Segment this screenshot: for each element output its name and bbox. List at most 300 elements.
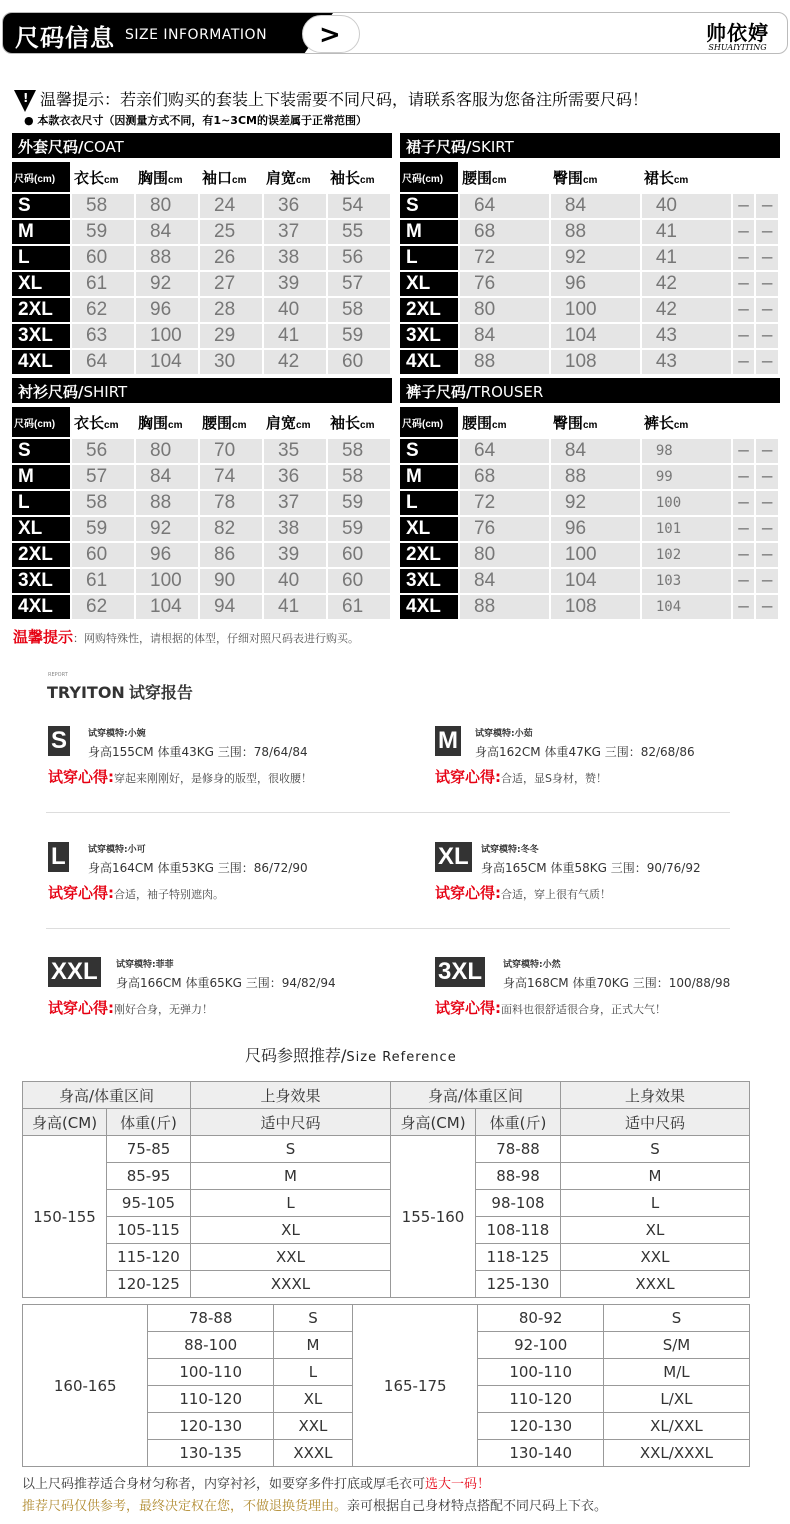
size-row: [400, 517, 780, 541]
size-value: 84: [136, 220, 200, 244]
size-value: 82: [200, 517, 264, 541]
size-value: 58: [72, 491, 136, 515]
panel-title: [12, 133, 392, 158]
size-value: 72: [460, 246, 551, 270]
size-value: 60: [328, 543, 392, 567]
tryon-title: TRYITON 试穿报告: [47, 683, 193, 702]
weight-range: 115-120: [107, 1244, 191, 1271]
size-value: 40: [264, 298, 328, 322]
comment-text: 合适，显S身材，赞！: [501, 772, 607, 785]
column-name: 臀围: [552, 169, 583, 187]
column-header: [551, 162, 642, 192]
column-header: [328, 407, 392, 437]
size-value: –: [733, 465, 757, 489]
size-label: 3XL: [400, 324, 460, 348]
comment-label: 试穿心得:: [435, 999, 501, 1017]
size-value: 80: [460, 543, 551, 567]
size-label: S: [12, 194, 72, 218]
size-value: 59: [328, 517, 392, 541]
size-value: –: [756, 595, 780, 619]
column-header: [756, 162, 780, 192]
coat-panel: [12, 133, 392, 376]
size-value: 60: [328, 569, 392, 593]
weight-range: 125-130: [476, 1271, 561, 1298]
column-header: [642, 162, 733, 192]
size-row: [12, 465, 392, 489]
ref-row: [23, 1305, 750, 1332]
weight-range: 118-125: [476, 1244, 561, 1271]
model-stats: 身高166CM 体重65KG 三围：94/82/94: [116, 976, 336, 990]
size-value: 96: [551, 517, 642, 541]
column-unit: cm: [492, 174, 507, 186]
size-value: 72: [460, 491, 551, 515]
size-row: [12, 491, 392, 515]
size-value: 58: [72, 194, 136, 218]
size-value: 59: [72, 220, 136, 244]
size-row: [400, 272, 780, 296]
model-name: 试穿模特:菲菲: [116, 960, 174, 970]
size-value: –: [756, 517, 780, 541]
weight-range: 95-105: [107, 1190, 191, 1217]
size-value: 39: [264, 272, 328, 296]
size-value: 76: [460, 517, 551, 541]
comment-label: 试穿心得:: [435, 768, 501, 786]
column-name: 裤长: [643, 414, 674, 432]
recommended-size: XXXL: [561, 1271, 750, 1298]
recommended-size: XXL: [273, 1413, 352, 1440]
size-label: XL: [12, 517, 72, 541]
size-label: 4XL: [12, 350, 72, 374]
model-name: 试穿模特:小然: [503, 960, 561, 970]
header-title-en: SIZE INFORMATION: [125, 27, 268, 43]
column-header: [460, 407, 551, 437]
recommended-size: S: [603, 1305, 749, 1332]
ref-row: [23, 1136, 750, 1163]
model-name: 试穿模特:冬冬: [481, 845, 539, 855]
size-value: 40: [264, 569, 328, 593]
size-row: [400, 491, 780, 515]
size-value: 80: [136, 194, 200, 218]
column-header: [733, 407, 757, 437]
size-value: 59: [328, 324, 392, 348]
size-value: –: [733, 194, 757, 218]
tip-note: 温馨提示：网购特殊性，请根据的体型，仔细对照尺码表进行购买。: [13, 628, 360, 646]
weight-range: 130-140: [478, 1440, 603, 1467]
size-row: [12, 439, 392, 463]
recommended-size: XXL: [191, 1244, 391, 1271]
model-stats: 身高168CM 体重70KG 三围：100/88/98: [503, 976, 731, 990]
size-value: 94: [200, 595, 264, 619]
grid-header-row: [12, 407, 392, 437]
ref-row: [23, 1244, 750, 1271]
weight-range: 80-92: [478, 1305, 603, 1332]
size-grid: [12, 160, 392, 376]
panel-title-en: SHIRT: [83, 383, 128, 401]
size-label: L: [400, 246, 460, 270]
tryon-small-label: REPORT: [48, 672, 68, 678]
weight-range: 120-130: [148, 1413, 273, 1440]
size-value: 96: [136, 543, 200, 567]
size-value: 70: [200, 439, 264, 463]
size-value: 24: [200, 194, 264, 218]
recommended-size: S/M: [603, 1332, 749, 1359]
size-column-header: 尺码(cm): [400, 407, 460, 437]
size-value: 88: [551, 220, 642, 244]
size-badge: S: [48, 726, 70, 756]
tryon-comment: [435, 882, 611, 903]
grid-header-row: [400, 162, 780, 192]
size-value: 64: [460, 194, 551, 218]
size-value: 92: [551, 491, 642, 515]
column-name: 衣长: [74, 169, 105, 187]
size-value: 36: [264, 465, 328, 489]
ref-header: 上身效果: [561, 1082, 750, 1109]
size-value: 41: [642, 246, 733, 270]
weight-range: 98-108: [476, 1190, 561, 1217]
size-value: 84: [460, 324, 551, 348]
ref-subheader: 适中尺码: [561, 1109, 750, 1136]
recommended-size: M/L: [603, 1359, 749, 1386]
panel-title-zh: 衬衫尺码/: [18, 383, 84, 401]
size-row: [12, 246, 392, 270]
size-value: 37: [264, 491, 328, 515]
size-row: [400, 465, 780, 489]
tryon-comment: [435, 766, 607, 787]
column-name: 裙长: [643, 169, 674, 187]
ref-row: [23, 1190, 750, 1217]
column-header: [756, 407, 780, 437]
size-value: 88: [460, 350, 551, 374]
weight-range: 100-110: [478, 1359, 603, 1386]
size-row: [12, 543, 392, 567]
weight-range: 120-130: [478, 1413, 603, 1440]
size-label: 3XL: [12, 569, 72, 593]
size-row: [400, 569, 780, 593]
column-unit: cm: [582, 419, 598, 431]
size-row: [12, 194, 392, 218]
tryon-comment: [48, 766, 312, 787]
size-value: 41: [264, 595, 328, 619]
size-badge: 3XL: [435, 957, 485, 987]
column-header: [460, 162, 551, 192]
column-name: 腰围: [462, 414, 493, 432]
size-value: –: [733, 324, 757, 348]
column-name: 衣长: [74, 414, 105, 432]
column-name: 腰围: [202, 414, 233, 432]
tryon-comment: [435, 997, 666, 1018]
size-value: 108: [551, 595, 642, 619]
column-name: 肩宽: [266, 169, 297, 187]
size-label: 2XL: [400, 298, 460, 322]
size-row: [12, 220, 392, 244]
size-value: 60: [328, 350, 392, 374]
recommended-size: S: [191, 1136, 391, 1163]
size-value: 42: [642, 298, 733, 322]
model-stats: 身高164CM 体重53KG 三围：86/72/90: [88, 861, 308, 875]
reference-table-bottom: [22, 1304, 750, 1467]
size-value: 58: [328, 465, 392, 489]
ref-subheader: 体重(斤): [107, 1109, 191, 1136]
size-value: 25: [200, 220, 264, 244]
size-column-header: 尺码(cm): [12, 162, 72, 192]
size-row: [400, 350, 780, 374]
size-value: 61: [328, 595, 392, 619]
column-unit: cm: [104, 419, 119, 431]
size-value: 100: [642, 491, 733, 515]
recommended-size: S: [561, 1136, 750, 1163]
size-value: –: [756, 350, 780, 374]
reference-table-top: [22, 1081, 750, 1298]
size-value: 56: [72, 439, 136, 463]
size-value: 96: [136, 298, 200, 322]
size-value: –: [756, 220, 780, 244]
size-value: 96: [551, 272, 642, 296]
comment-label: 试穿心得:: [48, 999, 114, 1017]
size-value: 68: [460, 220, 551, 244]
size-value: 90: [200, 569, 264, 593]
size-label: 2XL: [12, 543, 72, 567]
size-value: 84: [460, 569, 551, 593]
size-value: 92: [136, 272, 200, 296]
column-unit: cm: [296, 174, 311, 186]
column-name: 腰围: [462, 169, 493, 187]
size-value: –: [756, 272, 780, 296]
size-value: –: [733, 517, 757, 541]
size-value: 84: [551, 439, 642, 463]
weight-range: 92-100: [478, 1332, 603, 1359]
size-value: 68: [460, 465, 551, 489]
size-value: 60: [72, 246, 136, 270]
weight-range: 75-85: [107, 1136, 191, 1163]
size-value: 101: [642, 517, 733, 541]
size-value: 80: [136, 439, 200, 463]
footer-note-2: 推荐尺码仅供参考，最终决定权在您，不做退换货理由。亲可根据自己身材特点搭配不同尺码上下衣。: [22, 1499, 608, 1514]
size-value: –: [733, 246, 757, 270]
ref-subheader: 体重(斤): [476, 1109, 561, 1136]
size-row: [12, 272, 392, 296]
weight-range: 105-115: [107, 1217, 191, 1244]
size-value: 54: [328, 194, 392, 218]
size-value: 88: [136, 491, 200, 515]
size-value: 37: [264, 220, 328, 244]
panel-title-zh: 外套尺码/: [18, 138, 84, 156]
weight-range: 88-98: [476, 1163, 561, 1190]
recommended-size: XXL: [561, 1244, 750, 1271]
trouser-panel: [400, 378, 780, 621]
column-name: 臀围: [552, 414, 583, 432]
size-row: [400, 298, 780, 322]
size-row: [400, 246, 780, 270]
size-value: 35: [264, 439, 328, 463]
size-value: 39: [264, 543, 328, 567]
size-value: –: [733, 569, 757, 593]
size-value: 63: [72, 324, 136, 348]
grid-header-row: [400, 407, 780, 437]
size-value: 58: [328, 298, 392, 322]
weight-range: 130-135: [148, 1440, 273, 1467]
recommended-size: XL/XXL: [603, 1413, 749, 1440]
size-value: 108: [551, 350, 642, 374]
size-row: [12, 595, 392, 619]
size-value: 100: [551, 298, 642, 322]
recommended-size: L/XL: [603, 1386, 749, 1413]
size-label: M: [400, 465, 460, 489]
model-name: 试穿模特:小茹: [475, 729, 533, 739]
ref-row: [23, 1217, 750, 1244]
size-value: 104: [136, 350, 200, 374]
arrow-icon: >: [302, 15, 360, 53]
skirt-panel: [400, 133, 780, 376]
size-label: S: [12, 439, 72, 463]
size-badge: M: [435, 726, 461, 756]
footer-note-1: 以上尺码推荐适合身材匀称者，内穿衬衫，如要穿多件打底或厚毛衣可选大一码！: [22, 1477, 491, 1492]
comment-label: 试穿心得:: [435, 884, 501, 902]
column-header: [551, 407, 642, 437]
size-row: [12, 569, 392, 593]
size-row: [12, 298, 392, 322]
size-label: 4XL: [400, 595, 460, 619]
size-value: 103: [642, 569, 733, 593]
column-header: [264, 162, 328, 192]
size-value: –: [756, 298, 780, 322]
comment-text: 面料也很舒适很合身，正式大气！: [501, 1003, 666, 1016]
comment-text: 刚好合身，无弹力！: [114, 1003, 213, 1016]
ref-row: [23, 1163, 750, 1190]
size-grid: [400, 160, 780, 376]
column-unit: cm: [673, 174, 689, 186]
panel-title-en: TROUSER: [471, 383, 544, 401]
size-value: 64: [72, 350, 136, 374]
recommended-size: XXXL: [273, 1440, 352, 1467]
size-value: 38: [264, 246, 328, 270]
notice-line: ! 温馨提示：若亲们购买的套装上下装需要不同尺码，请联系客服为您备注所需要尺码！: [14, 87, 648, 112]
recommended-size: L: [273, 1359, 352, 1386]
weight-range: 78-88: [148, 1305, 273, 1332]
size-value: –: [756, 491, 780, 515]
size-badge: XXL: [48, 957, 101, 987]
size-value: 36: [264, 194, 328, 218]
panel-title: [400, 133, 780, 158]
size-value: 102: [642, 543, 733, 567]
ref-subheader: 适中尺码: [191, 1109, 391, 1136]
column-name: 袖长: [330, 169, 361, 187]
comment-label: 试穿心得:: [48, 884, 114, 902]
shirt-panel: [12, 378, 392, 621]
size-value: 61: [72, 569, 136, 593]
panel-title: [400, 378, 780, 403]
panel-title-zh: 裙子尺码/: [406, 138, 472, 156]
size-value: –: [733, 298, 757, 322]
size-value: 104: [551, 324, 642, 348]
recommended-size: XL: [191, 1217, 391, 1244]
size-value: 43: [642, 350, 733, 374]
size-value: –: [733, 491, 757, 515]
size-value: 27: [200, 272, 264, 296]
size-value: 41: [642, 220, 733, 244]
size-value: –: [756, 439, 780, 463]
size-value: –: [733, 350, 757, 374]
height-range: 165-175: [353, 1305, 478, 1467]
size-badge: L: [48, 842, 69, 872]
size-value: 29: [200, 324, 264, 348]
size-row: [400, 439, 780, 463]
size-value: 59: [72, 517, 136, 541]
size-value: 57: [328, 272, 392, 296]
column-name: 胸围: [138, 414, 169, 432]
size-badge: XL: [435, 842, 472, 872]
size-value: 104: [642, 595, 733, 619]
model-name: 试穿模特:小可: [88, 845, 146, 855]
column-header: [642, 407, 733, 437]
size-row: [400, 595, 780, 619]
column-header: [136, 162, 200, 192]
size-label: S: [400, 194, 460, 218]
size-label: XL: [400, 517, 460, 541]
size-value: 56: [328, 246, 392, 270]
divider: [46, 928, 730, 929]
size-value: –: [756, 543, 780, 567]
column-unit: cm: [582, 174, 598, 186]
size-value: 28: [200, 298, 264, 322]
recommended-size: XXXL: [191, 1271, 391, 1298]
size-value: 26: [200, 246, 264, 270]
size-row: [12, 324, 392, 348]
weight-range: 85-95: [107, 1163, 191, 1190]
ref-header: 身高/体重区间: [23, 1082, 191, 1109]
size-value: –: [756, 194, 780, 218]
size-value: 40: [642, 194, 733, 218]
ref-row: [23, 1271, 750, 1298]
ref-subheader: 身高(CM): [23, 1109, 107, 1136]
size-label: 3XL: [400, 569, 460, 593]
size-value: 55: [328, 220, 392, 244]
size-value: 41: [264, 324, 328, 348]
size-value: 88: [551, 465, 642, 489]
size-value: –: [733, 543, 757, 567]
column-header: [72, 407, 136, 437]
size-label: 2XL: [12, 298, 72, 322]
size-label: S: [400, 439, 460, 463]
size-row: [400, 220, 780, 244]
comment-text: 合适，穿上很有气质！: [501, 888, 611, 901]
size-label: L: [400, 491, 460, 515]
ref-header: 身高/体重区间: [391, 1082, 561, 1109]
column-header: [136, 407, 200, 437]
size-value: 88: [136, 246, 200, 270]
size-value: 88: [460, 595, 551, 619]
size-label: 2XL: [400, 543, 460, 567]
recommended-size: XL: [561, 1217, 750, 1244]
size-value: –: [756, 324, 780, 348]
column-unit: cm: [296, 419, 311, 431]
tryon-comment: [48, 882, 224, 903]
divider: [46, 812, 730, 813]
size-label: M: [400, 220, 460, 244]
column-name: 肩宽: [266, 414, 297, 432]
column-unit: cm: [232, 174, 247, 186]
comment-label: 试穿心得:: [48, 768, 114, 786]
weight-range: 110-120: [148, 1386, 273, 1413]
model-stats: 身高155CM 体重43KG 三围：78/64/84: [88, 745, 308, 759]
size-value: 61: [72, 272, 136, 296]
column-header: [72, 162, 136, 192]
weight-range: 108-118: [476, 1217, 561, 1244]
panel-title-zh: 裤子尺码/: [406, 383, 472, 401]
column-unit: cm: [360, 174, 375, 186]
size-value: 100: [136, 324, 200, 348]
brand-logo: 帅依婷 SHUAIYITING: [706, 21, 769, 52]
size-value: 86: [200, 543, 264, 567]
